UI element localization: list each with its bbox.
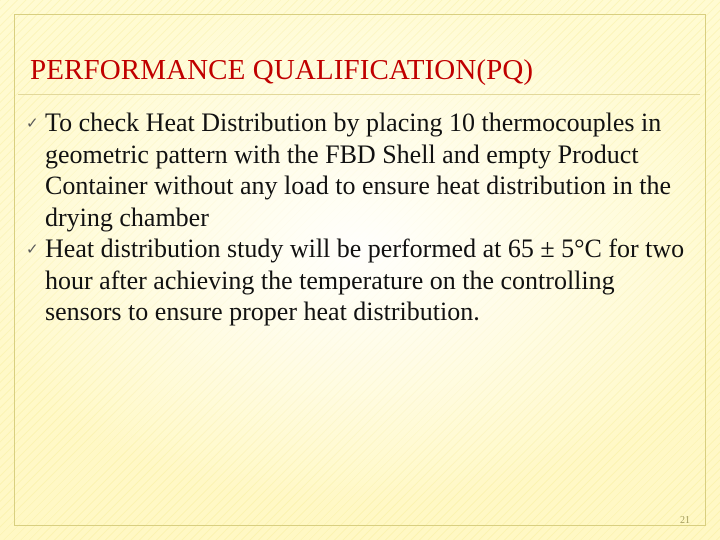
title-divider [18, 94, 700, 95]
bullet-text: To check Heat Distribution by placing 10 thermocouples in geometric pattern with the FBD Shell and empty Product Container without any load to ensure heat distribution in the drying chamber [45, 108, 672, 232]
bullet-item [26, 107, 695, 233]
bullet-item [26, 233, 695, 328]
bullet-text: Heat distribution study will be performed at 65 ± 5°C for two hour after achieving the temperature on the controlling sensors to ensure proper heat distribution. [45, 234, 685, 326]
checkmark-icon: ✓ [26, 240, 39, 258]
page-number: 21 [680, 515, 690, 526]
bullet-list [26, 107, 695, 328]
checkmark-icon: ✓ [26, 114, 39, 132]
slide-title: PERFORMANCE QUALIFICATION(PQ) [30, 54, 534, 86]
